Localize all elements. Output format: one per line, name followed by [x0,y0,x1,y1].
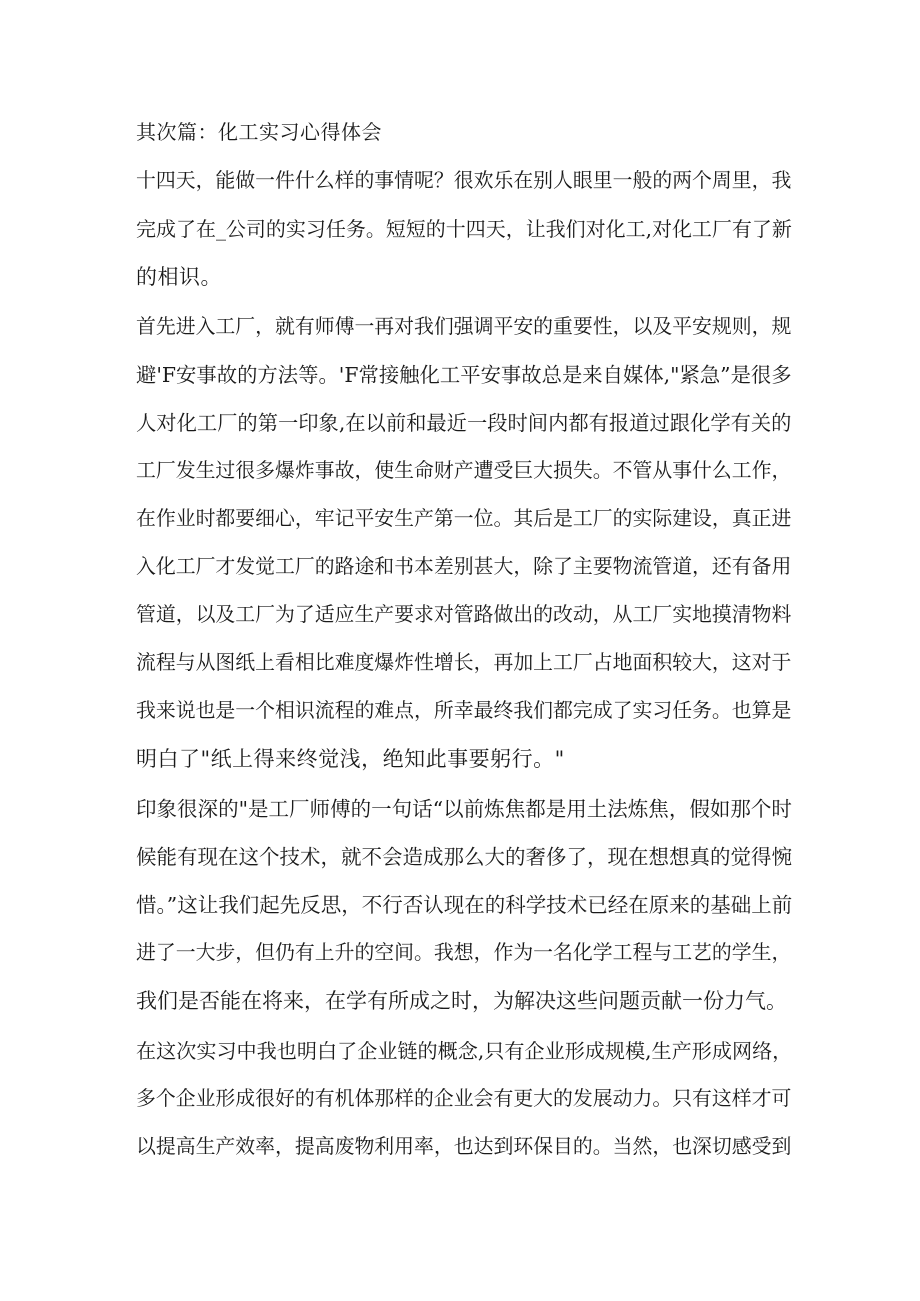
text-line: 入化工厂才发觉工厂的路途和书本差别甚大，除了主要物流管道，还有备用 [136,555,792,578]
text-line: 以提高生产效率，提高废物利用率，也达到环保目的。当然，也深切感受到 [136,1135,792,1158]
text-line: 完成了在_公司的实习任务。短短的十四天，让我们对化工,对化工厂有了新 [136,217,792,241]
text-line: 印象很深的"是工厂师傅的一句话“以前炼焦都是用土法炼焦，假如那个时 [136,797,792,821]
text-line: 工厂发生过很多爆炸事故，使生命财产遭受巨大损失。不管从事什么工作， [136,459,792,482]
text-line: 明白了"纸上得来终觉浅，绝知此事要躬行。" [136,747,565,771]
text-line: 在作业时都要细心，牢记平安生产第一位。其后是工厂的实际建设，真正进 [136,507,792,530]
text-line: 管道，以及工厂为了适应生产要求对管路做出的改动，从工厂实地摸清物料 [136,603,792,626]
text-line: 十四天，能做一件什么样的事情呢？很欢乐在别人眼里一般的两个周里，我 [136,169,792,192]
document-title: 其次篇：化工实习心得体会 [136,120,382,144]
text-line: 避'F安事故的方法等。'F常接触化工平安事故总是来自媒体,"紧急”是很多 [136,363,792,387]
text-line: 人对化工厂的第一印象,在以前和最近一段时间内都有报道过跟化学有关的 [136,411,792,435]
text-line: 进了一大步，但仍有上升的空间。我想，作为一名化学工程与工艺的学生， [136,941,792,964]
text-line: 流程与从图纸上看相比难度爆炸性增长，再加上工厂占地面积较大，这对于 [136,651,792,674]
text-line: 我们是否能在将来，在学有所成之时，为解决这些问题贡献一份力气。 [136,989,787,1013]
text-line: 多个企业形成很好的有机体那样的企业会有更大的发展动力。只有这样才可 [136,1087,792,1110]
text-line: 在这次实习中我也明白了企业链的概念,只有企业形成规模,生产形成网络， [136,1039,793,1063]
text-line: 惜。”这让我们起先反思，不行否认现在的科学技术已经在原来的基础上前 [136,893,793,917]
text-line: 我来说也是一个相识流程的难点，所幸最终我们都完成了实习任务。也算是 [136,699,792,722]
text-line: 首先进入工厂，就有师傅一再对我们强调平安的重要性，以及平安规则，规 [136,315,792,338]
text-line: 候能有现在这个技术，就不会造成那么大的奢侈了，现在想想真的觉得惋 [136,845,792,869]
text-line: 的相识。 [136,265,222,289]
